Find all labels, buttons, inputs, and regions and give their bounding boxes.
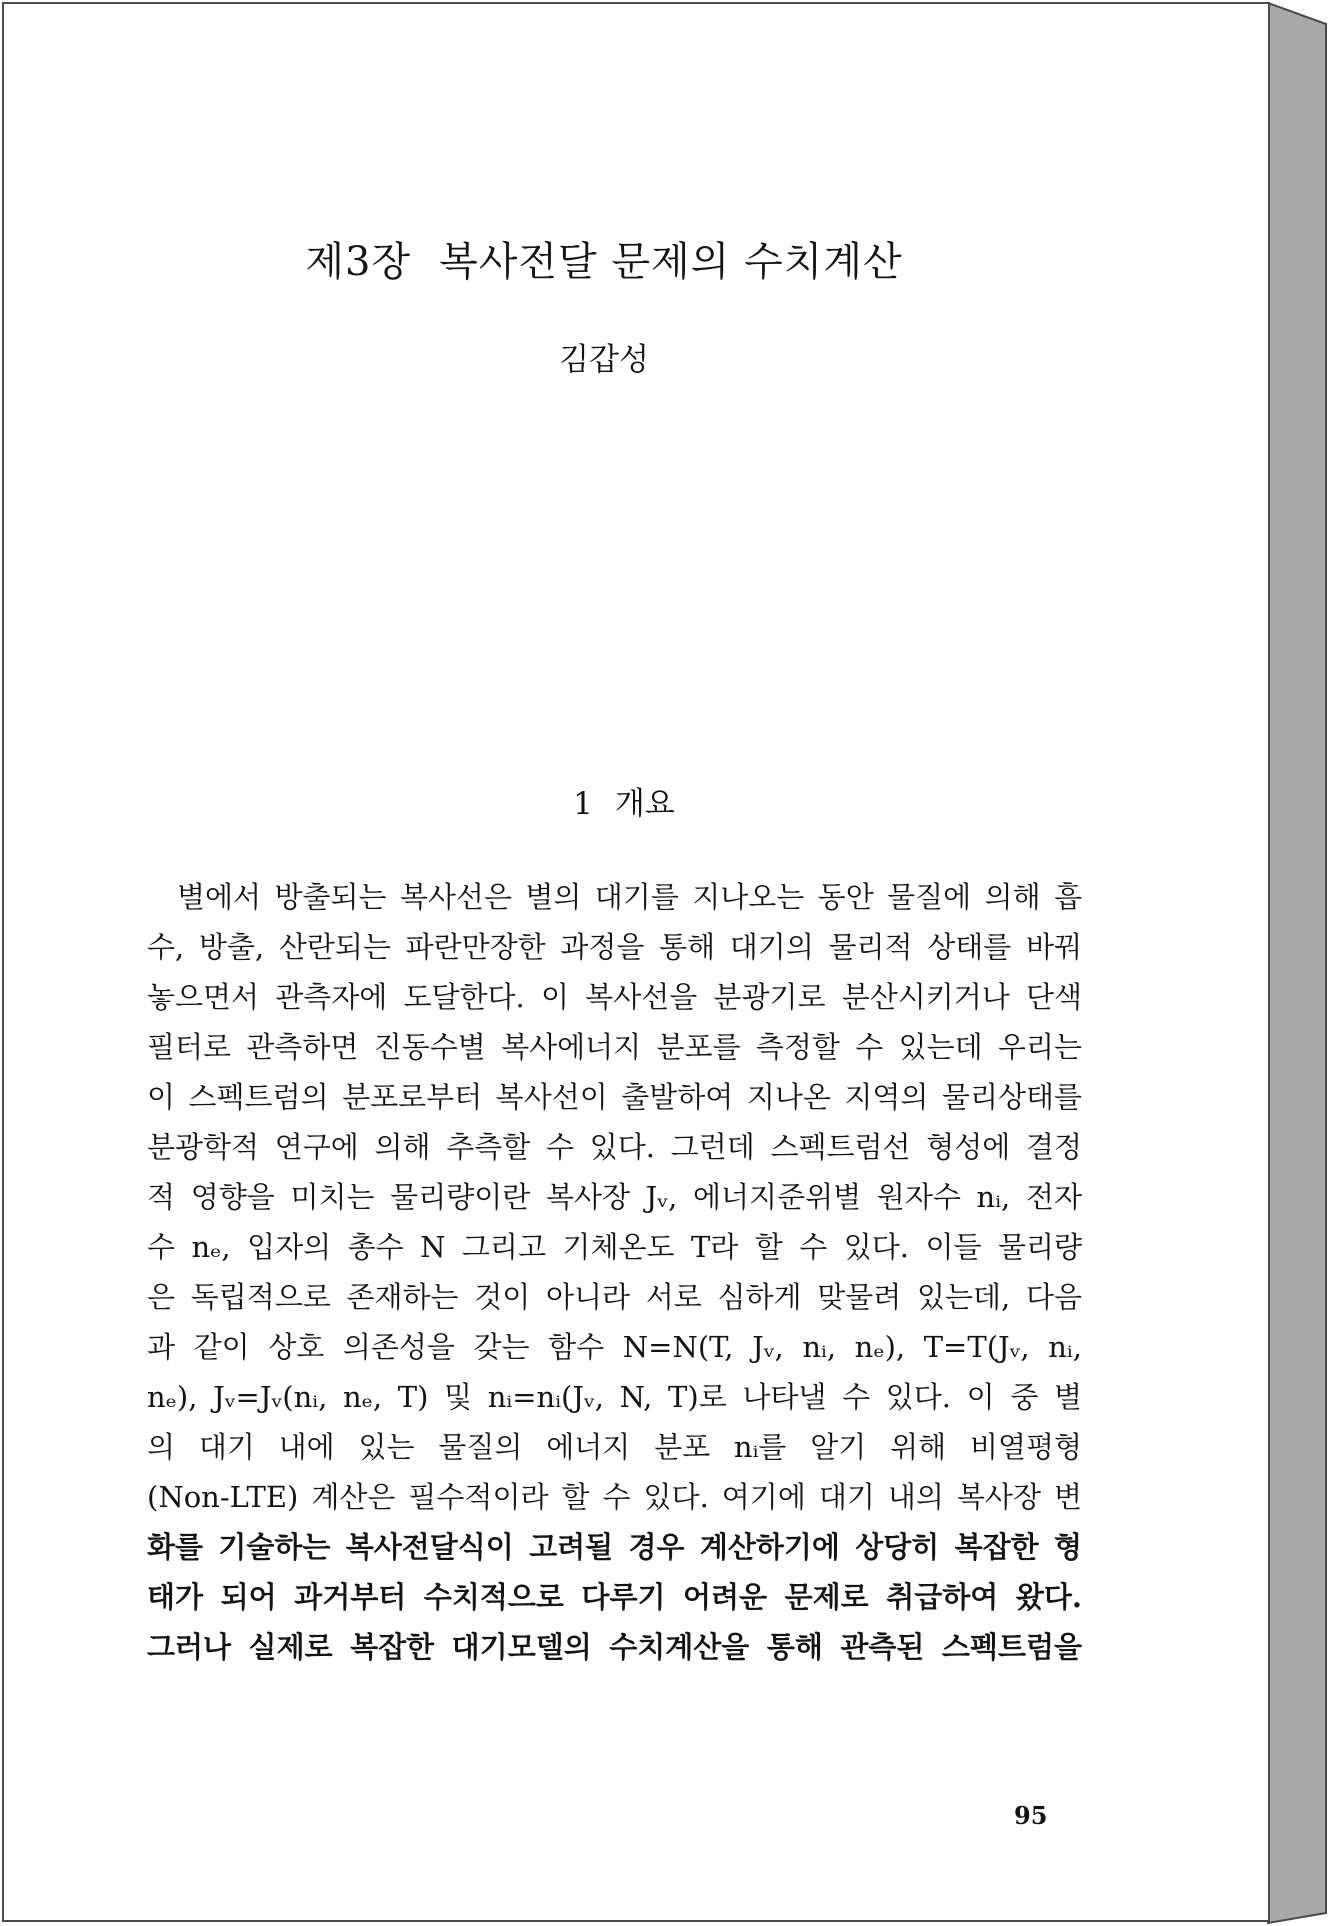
text-line: 그러나 실제로 복잡한 대기모델의 수치계산을 통해 관측된 스펙트럼을	[147, 1630, 1082, 1664]
text-line: 이 스펙트럼의 분포로부터 복사선이 출발하여 지나온 지역의 물리상태를	[147, 1080, 1082, 1114]
text-line: 화를 기술하는 복사전달식이 고려될 경우 계산하기에 상당히 복잡한 형	[147, 1530, 1082, 1564]
section-number: 1	[573, 786, 593, 822]
section-title: 개요	[614, 786, 675, 822]
text-line: 의 대기 내에 있는 물질의 에너지 분포 nᵢ를 알기 위해 비열평형	[147, 1430, 1082, 1464]
chapter-title-text: 복사전달 문제의 수치계산	[439, 239, 903, 285]
text-line: 태가 되어 과거부터 수치적으로 다루기 어려운 문제로 취급하여 왔다.	[147, 1580, 1082, 1614]
body-paragraph	[147, 872, 1082, 1672]
chapter-title	[4, 230, 1204, 287]
document-page	[2, 2, 1270, 1922]
text-line: 별에서 방출되는 복사선은 별의 대기를 지나오는 동안 물질에 의해 흡	[177, 880, 1082, 914]
text-line: 은 독립적으로 존재하는 것이 아니라 서로 심하게 맞물려 있는데, 다음	[147, 1280, 1082, 1314]
section-heading	[4, 778, 1244, 823]
text-line: 과 같이 상호 의존성을 갖는 함수 N=N(T, Jᵥ, nᵢ, nₑ), T=T(Jᵥ, nᵢ,	[147, 1330, 1082, 1364]
text-line: 적 영향을 미치는 물리량이란 복사장 Jᵥ, 에너지준위별 원자수 nᵢ, 전자	[147, 1180, 1082, 1214]
page-number: 95	[1014, 1801, 1048, 1830]
text-line: nₑ), Jᵥ=Jᵥ(nᵢ, nₑ, T) 및 nᵢ=nᵢ(Jᵥ, N, T)로 나타낼 수 있다. 이 중 별	[147, 1380, 1082, 1414]
text-line: (Non-LTE) 계산은 필수적이라 할 수 있다. 여기에 대기 내의 복사장 변	[147, 1480, 1082, 1514]
text-line: 수 nₑ, 입자의 총수 N 그리고 기체온도 T라 할 수 있다. 이들 물리량	[147, 1230, 1082, 1264]
author-name: 김갑성	[559, 342, 649, 378]
chapter-number: 제3장	[305, 239, 412, 285]
text-line: 놓으면서 관측자에 도달한다. 이 복사선을 분광기로 분산시키거나 단색	[147, 980, 1082, 1014]
text-line: 수, 방출, 산란되는 파란만장한 과정을 통해 대기의 물리적 상태를 바꿔	[147, 930, 1082, 964]
text-line: 필터로 관측하면 진동수별 복사에너지 분포를 측정할 수 있는데 우리는	[147, 1030, 1082, 1064]
text-line: 분광학적 연구에 의해 추측할 수 있다. 그런데 스펙트럼선 형성에 결정	[147, 1130, 1082, 1164]
